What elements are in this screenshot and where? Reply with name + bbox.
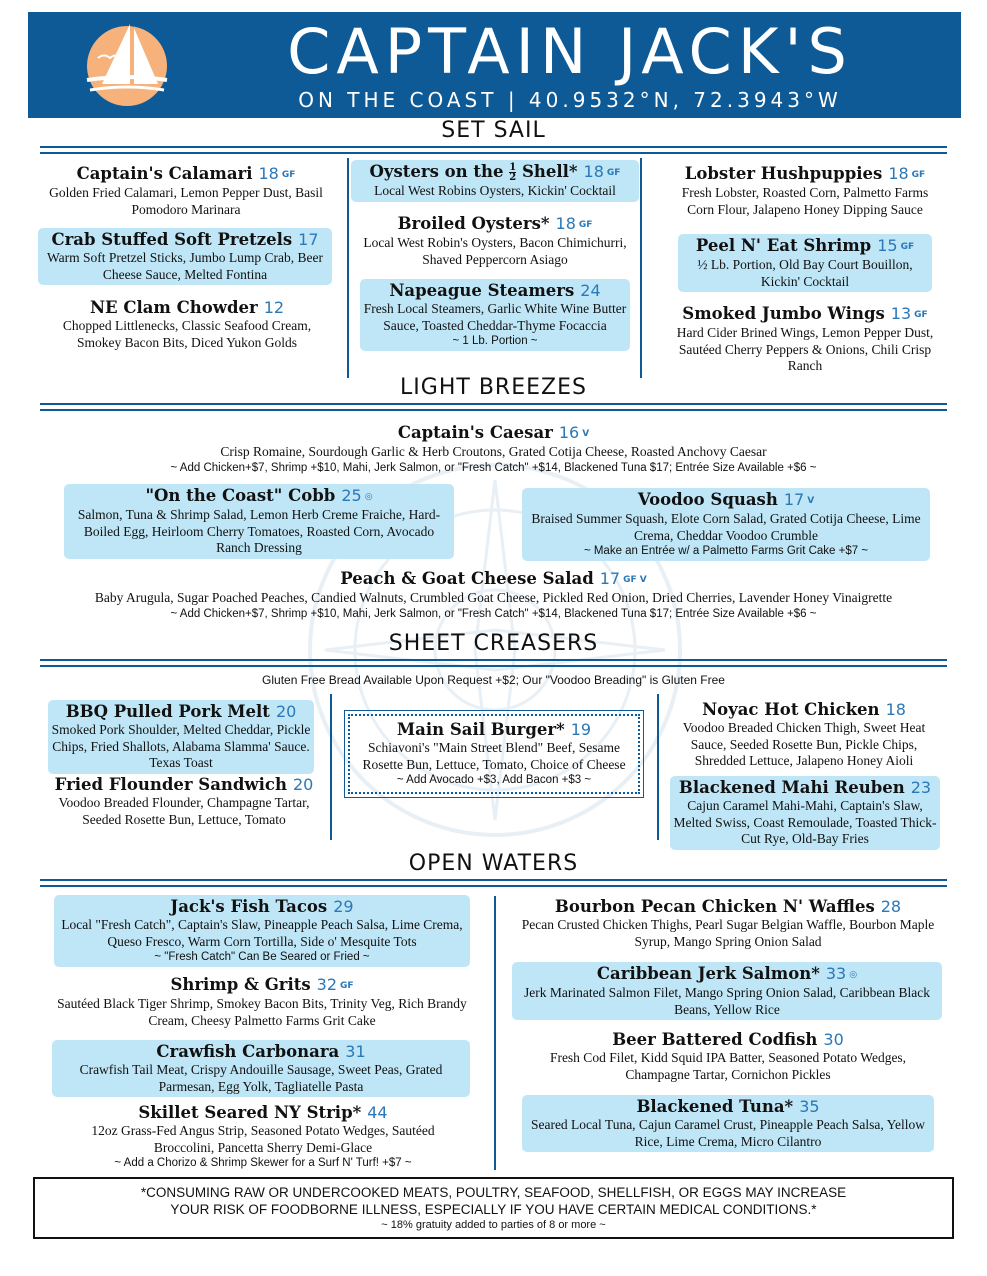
item-note: ~ Add Avocado +$3, Add Bacon +$3 ~	[396, 774, 592, 786]
item-name: Peach & Goat Cheese Salad	[340, 569, 594, 588]
sailboat-sunset-logo-icon	[72, 18, 182, 108]
menu-item-cobb	[66, 486, 452, 557]
item-name: Blackened Mahi Reuben	[678, 778, 905, 797]
item-name: "On the Coast" Cobb	[145, 486, 336, 505]
section-rule	[40, 879, 947, 887]
item-name: Fried Flounder Sandwich	[54, 775, 287, 794]
item-price: 13	[890, 304, 912, 323]
item-description: Hard Cider Brined Wings, Lemon Pepper Dust, Sautéed Cherry Peppers & Onions, Chili Crisp Ranch	[676, 325, 934, 373]
disclaimer-line-1: *CONSUMING RAW OR UNDERCOOKED MEATS, POULTRY, SEAFOOD, SHELLFISH, OR EGGS MAY INCREASE	[140, 1185, 847, 1200]
health-disclaimer-box	[33, 1177, 954, 1239]
menu-item-captains-caesar	[0, 423, 987, 476]
item-description: Baby Arugula, Sugar Poached Peaches, Candied Walnuts, Crumbled Goat Cheese, Pickled Red Onion, Dried Cherries, Lavender Honey Vinaigrette	[94, 590, 893, 605]
header-banner	[28, 12, 961, 118]
disclaimer-line-2: YOUR RISK OF FOODBORNE ILLNESS, ESPECIALLY IF YOU HAVE CERTAIN MEDICAL CONDITIONS.*	[170, 1202, 817, 1217]
menu-item-peel-eat-shrimp	[680, 236, 930, 290]
menu-item-lobster-hushpuppies	[668, 164, 942, 218]
item-name: Napeague Steamers	[389, 281, 575, 300]
item-name-suffix: Shell*	[516, 162, 578, 181]
item-name: NE Clam Chowder	[89, 298, 258, 317]
item-name: Captain's Caesar	[397, 423, 553, 442]
item-name: Beer Battered Codfish	[612, 1030, 818, 1049]
item-name: Crawfish Carbonara	[156, 1042, 340, 1061]
menu-item-ny-strip	[60, 1103, 466, 1171]
item-name: Shrimp & Grits	[170, 975, 311, 994]
section-rule	[40, 403, 947, 411]
column-divider	[347, 158, 349, 378]
item-description: Fresh Lobster, Roasted Corn, Palmetto Farms Corn Flour, Jalapeno Honey Dipping Sauce	[681, 185, 929, 217]
section-rule	[40, 659, 947, 667]
item-price: 20	[275, 702, 297, 721]
item-name: Jack's Fish Tacos	[170, 897, 328, 916]
item-price: 18	[555, 214, 576, 233]
section-title-open-waters: OPEN WATERS	[408, 851, 579, 876]
menu-item-crab-pretzels	[40, 230, 330, 283]
item-price: 32	[316, 975, 338, 994]
item-note: ~ Add a Chorizo & Shrimp Skewer for a Surf N' Turf! +$7 ~	[114, 1157, 412, 1169]
section-title-sheet-creasers: SHEET CREASERS	[388, 631, 599, 656]
dietary-tag: V	[807, 496, 815, 506]
gratuity-note: ~ 18% gratuity added to parties of 8 or more ~	[381, 1219, 606, 1231]
item-name: Bourbon Pecan Chicken N' Waffles	[554, 897, 875, 916]
item-description: Warm Soft Pretzel Sticks, Jumbo Lump Crab, Beer Cheese Sauce, Melted Fontina	[47, 250, 323, 282]
item-note: ~ 1 Lb. Portion ~	[452, 335, 538, 347]
item-price: 20	[292, 775, 314, 794]
column-divider	[494, 896, 496, 1170]
item-price: 12	[263, 298, 285, 317]
dietary-tag: GF V	[623, 575, 647, 585]
item-price: 30	[823, 1030, 844, 1049]
dietary-tag: GF	[606, 168, 621, 178]
menu-item-fish-tacos	[56, 897, 468, 965]
item-price: 18	[885, 700, 906, 719]
menu-item-broiled-oysters	[360, 214, 630, 268]
item-note: ~ Add Chicken+$7, Shrimp +$10, Mahi, Jerk Salmon, or "Fresh Catch" +$14, Blackened Tuna $17; Entrée Size Available +$6 ~	[170, 607, 817, 620]
dietary-tag: V	[582, 429, 590, 439]
menu-item-fried-flounder	[44, 775, 324, 828]
item-price: 18	[583, 162, 604, 181]
item-price: 15	[877, 236, 898, 255]
item-price: 25	[341, 486, 362, 505]
item-description: Fresh Local Steamers, Garlic White Wine Butter Sauce, Toasted Cheddar-Thyme Focaccia	[363, 301, 627, 333]
item-name: Crab Stuffed Soft Pretzels	[51, 230, 293, 249]
item-name: Peel N' Eat Shrimp	[695, 236, 872, 255]
item-name: Blackened Tuna*	[636, 1097, 794, 1116]
menu-item-chicken-waffles	[512, 897, 944, 950]
item-price: 18	[258, 164, 279, 183]
menu-item-jerk-salmon	[514, 964, 940, 1018]
item-description: Crisp Romaine, Sourdough Garlic & Herb Croutons, Grated Cotija Cheese, Roasted Anchovy Caesar	[220, 444, 767, 459]
column-divider	[657, 694, 659, 840]
item-price: 23	[910, 778, 932, 797]
menu-item-calamari	[44, 164, 328, 218]
item-description: Local "Fresh Catch", Captain's Slaw, Pineapple Peach Salsa, Lime Crema, Queso Fresco, Warm Corn Tortilla, Side o' Mesquite Tots	[61, 917, 463, 949]
dietary-tag: GF	[281, 170, 296, 180]
restaurant-name: CAPTAIN JACK'S	[287, 15, 853, 88]
item-name: Lobster Hushpuppies	[684, 164, 883, 183]
item-description: 12oz Grass-Fed Angus Strip, Seasoned Potato Wedges, Sautéed Broccolini, Pancetta Sherry Demi-Glace	[91, 1123, 435, 1155]
item-description: Crawfish Tail Meat, Crispy Andouille Sausage, Sweet Peas, Grated Parmesan, Egg Yolk, Tagliatelle Pasta	[79, 1062, 443, 1094]
dietary-tag: GF	[578, 220, 593, 230]
item-description: Fresh Cod Filet, Kidd Squid IPA Batter, Seasoned Potato Wedges, Champagne Tartar, Cornichon Pickles	[549, 1050, 907, 1082]
item-name: Oysters on the	[369, 162, 510, 181]
menu-item-blackened-tuna	[524, 1097, 932, 1150]
dietary-tag: GF	[340, 981, 354, 991]
item-description: Voodoo Breaded Chicken Thigh, Sweet Heat Sauce, Seeded Rosette Bun, Pickle Chips, Shredded Lettuce, Jalapeno Honey Aioli	[682, 720, 926, 768]
item-name: Voodoo Squash	[637, 490, 778, 509]
item-price: 28	[880, 897, 902, 916]
item-description: Seared Local Tuna, Cajun Caramel Crust, Pineapple Peach Salsa, Yellow Rice, Lime Crema, Micro Cilantro	[530, 1117, 926, 1149]
item-name: BBQ Pulled Pork Melt	[65, 702, 270, 721]
menu-item-bbq-pork-melt	[50, 702, 312, 772]
item-price: 24	[580, 281, 601, 300]
item-note: ~ Make an Entrée w/ a Palmetto Farms Grit Cake +$7 ~	[583, 545, 869, 557]
restaurant-subtitle: ON THE COAST | 40.9532°N, 72.3943°W	[298, 88, 842, 112]
dietary-tag: GF	[914, 310, 928, 320]
menu-item-oysters-half-shell	[353, 162, 637, 200]
menu-item-noyac-hot-chicken	[666, 700, 942, 770]
item-price: 19	[570, 720, 592, 739]
item-description: Local West Robins Oysters, Kickin' Cocktail	[374, 183, 616, 198]
menu-item-peach-goat-cheese	[0, 569, 987, 622]
item-note: ~ Add Chicken+$7, Shrimp +$10, Mahi, Jerk Salmon, or "Fresh Catch" +$14, Blackened Tuna $17; Entrée Size Available +$6 ~	[170, 461, 817, 474]
item-price: 17	[783, 490, 805, 509]
section-title-set-sail: SET SAIL	[441, 118, 546, 143]
item-description: Local West Robin's Oysters, Bacon Chimichurri, Shaved Peppercorn Asiago	[363, 235, 627, 267]
item-name: Main Sail Burger*	[396, 720, 565, 739]
item-name: Caribbean Jerk Salmon*	[596, 964, 820, 983]
item-price: 31	[345, 1042, 366, 1061]
menu-item-napeague-steamers	[362, 281, 628, 349]
item-note: ~ "Fresh Catch" Can Be Seared or Fried ~	[154, 951, 370, 963]
section-rule	[40, 146, 947, 154]
menu-item-beer-battered-codfish	[518, 1030, 938, 1083]
dietary-tag: ◎	[364, 492, 373, 502]
menu-item-main-sail-burger	[348, 714, 640, 794]
dietary-tag: ◎	[849, 970, 858, 980]
item-name: Broiled Oysters*	[397, 214, 550, 233]
menu-item-smoked-wings	[672, 304, 938, 375]
item-name: Skillet Seared NY Strip*	[138, 1103, 362, 1122]
item-description: Jerk Marinated Salmon Filet, Mango Spring Onion Salad, Caribbean Black Beans, Yellow Rice	[523, 985, 931, 1017]
item-price: 16	[558, 423, 580, 442]
menu-item-voodoo-squash	[524, 490, 928, 559]
item-price: 35	[799, 1097, 820, 1116]
item-description: Chopped Littlenecks, Classic Seafood Cream, Smokey Bacon Bits, Diced Yukon Golds	[62, 318, 312, 350]
item-name: Captain's Calamari	[76, 164, 253, 183]
dietary-tag: GF	[911, 170, 926, 180]
menu-item-shrimp-grits	[56, 975, 468, 1029]
item-price: 33	[825, 964, 847, 983]
item-price: 18	[888, 164, 909, 183]
item-name: Noyac Hot Chicken	[702, 700, 880, 719]
item-price: 17	[599, 569, 621, 588]
item-description: Golden Fried Calamari, Lemon Pepper Dust, Basil Pomodoro Marinara	[49, 185, 323, 217]
item-description: Braised Summer Squash, Elote Corn Salad, Grated Cotija Cheese, Lime Crema, Cheddar Voodoo Crumble	[531, 511, 921, 543]
item-description: Cajun Caramel Mahi-Mahi, Captain's Slaw, Melted Swiss, Coast Remoulade, Toasted Thick-Cut Rye, Old-Bay Fries	[673, 798, 937, 846]
item-description: Voodoo Breaded Flounder, Champagne Tartar, Seeded Rosette Bun, Lettuce, Tomato	[58, 795, 310, 827]
item-description: Pecan Crusted Chicken Thighs, Pearl Sugar Belgian Waffle, Bourbon Maple Syrup, Mango Spring Onion Salad	[521, 917, 935, 949]
item-price: 17	[298, 230, 319, 249]
fraction-half: $\frac{1}{2}$	[509, 162, 517, 183]
column-divider	[330, 694, 332, 840]
menu-item-clam-chowder	[62, 298, 312, 351]
item-name: Smoked Jumbo Wings	[682, 304, 885, 323]
item-description: Salmon, Tuna & Shrimp Salad, Lemon Herb Creme Fraiche, Hard-Boiled Egg, Heirloom Cherry Tomatoes, Roasted Corn, Avocado Ranch Dressing	[77, 507, 441, 555]
item-description: Sautéed Black Tiger Shrimp, Smokey Bacon Bits, Trinity Veg, Rich Brandy Cream, Cheesy Palmetto Farms Grit Cake	[57, 996, 467, 1028]
item-description: ½ Lb. Portion, Old Bay Court Bouillon, Kickin' Cocktail	[697, 257, 913, 289]
gluten-free-note: Gluten Free Bread Available Upon Request +$2; Our "Voodoo Breading" is Gluten Free	[262, 673, 725, 687]
item-price: 29	[333, 897, 354, 916]
menu-item-mahi-reuben	[672, 778, 938, 848]
item-description: Smoked Pork Shoulder, Melted Cheddar, Pickle Chips, Fried Shallots, Alabama Slamma' Sauce. Texas Toast	[51, 722, 311, 770]
dietary-tag: GF	[900, 242, 915, 252]
column-divider	[640, 158, 642, 378]
item-price: 44	[367, 1103, 388, 1122]
item-description: Schiavoni's "Main Street Blend" Beef, Sesame Rosette Bun, Lettuce, Tomato, Choice of Cheese	[362, 740, 626, 772]
section-title-light-breezes: LIGHT BREEZES	[400, 375, 587, 400]
menu-item-crawfish-carbonara	[54, 1042, 468, 1095]
